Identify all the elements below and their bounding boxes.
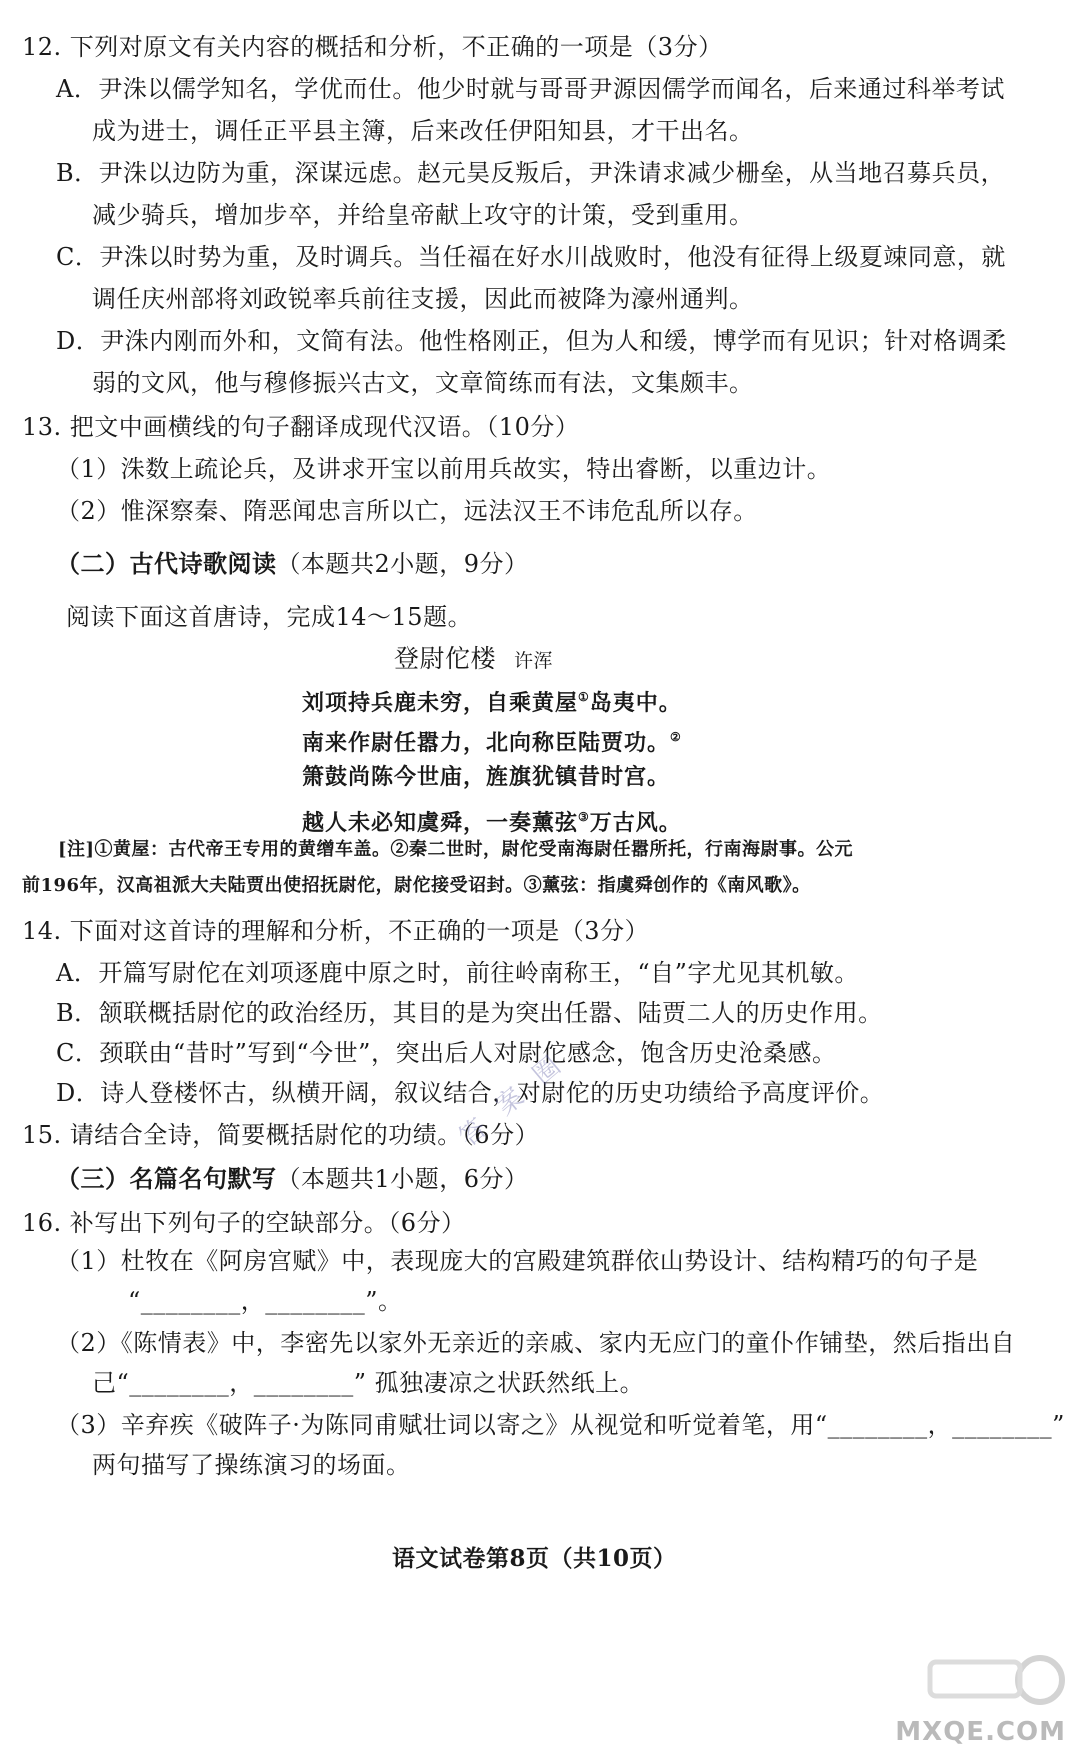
q12-option-b: B．尹洙以边防为重，深谋远虑。赵元昊反叛后，尹洙请求减少栅垒，从当地召募兵员， [56, 159, 1006, 187]
section-3-heading [56, 1162, 529, 1196]
section-2-intro: 阅读下面这首唐诗，完成14～15题。 [66, 603, 473, 631]
footnote-marker-1: ① [578, 690, 590, 704]
site-logo-text: MXQE.COM [895, 1717, 1066, 1747]
q16-part-1: （1）杜牧在《阿房宫赋》中，表现庞大的宫殿建筑群依山势设计、结构精巧的句子是 [56, 1247, 979, 1275]
q12-option-d: D．尹洙内刚而外和，文简有法。他性格刚正，但为人和缓，博学而有见识；针对格调柔 [56, 327, 1007, 355]
poem-heading [394, 642, 553, 678]
q12-option-b-cont: 减少骑兵，增加步卒，并给皇帝献上攻守的计策，受到重用。 [92, 201, 754, 229]
footnote-marker-3: ③ [578, 810, 590, 824]
q14-stem: 14. 下面对这首诗的理解和分析，不正确的一项是（3分） [22, 917, 650, 945]
q13-sentence-2: （2）惟深察秦、隋恶闻忠言所以亡，远法汉王不讳危乱所以存。 [56, 497, 758, 525]
poem-line-1-text: 刘项持兵鹿未穷，自乘黄屋 [302, 690, 579, 716]
poem-title: 登尉佗楼 [394, 644, 497, 673]
poem-author: 许浑 [514, 650, 554, 672]
poem-note-line-2: 前196年，汉高祖派大夫陆贾出使招抚尉佗，尉佗接受诏封。③薰弦：指虞舜创作的《南风歌》。 [22, 875, 811, 896]
poem-line-3: 箫鼓尚陈今世庙，旌旗犹镇昔时宫。 [302, 764, 671, 790]
poem-line-4 [302, 800, 682, 840]
q14-option-b: B．颔联概括尉佗的政治经历，其目的是为突出任嚣、陆贾二人的历史作用。 [56, 999, 883, 1027]
section-2-heading [56, 547, 529, 581]
section-3-scoring: （本题共1小题，6分） [276, 1165, 529, 1193]
q16-part-1-blanks: “________，________”。 [128, 1287, 403, 1315]
poem-line-2-text: 南来作尉任嚣力，北向称臣陆贾功。 [302, 730, 671, 756]
poem-line-1-text-end: 岛夷中。 [589, 690, 682, 716]
q14-option-d: D．诗人登楼怀古，纵横开阔，叙议结合，对尉佗的历史功绩给予高度评价。 [56, 1079, 885, 1107]
q16-part-3: （3）辛弃疾《破阵子·为陈同甫赋壮词以寄之》从视觉和听觉着笔，用“________，________” [56, 1411, 1065, 1439]
q12-stem: 12. 下列对原文有关内容的概括和分析，不正确的一项是（3分） [22, 33, 723, 61]
q12-option-a: A．尹洙以儒学知名，学优而仕。他少时就与哥哥尹源因儒学而闻名，后来通过科举考试 [56, 75, 1005, 103]
diagonal-watermark: 答案圈 [453, 1037, 584, 1153]
poem-line-1 [302, 680, 682, 720]
footnote-marker-2: ② [670, 730, 682, 744]
q14-option-a: A．开篇写尉佗在刘项逐鹿中原之时，前往岭南称王，“自”字尤见其机敏。 [56, 959, 859, 987]
poem-line-4-text-end: 万古风。 [589, 810, 682, 836]
q16-stem: 16. 补写出下列句子的空缺部分。（6分） [22, 1209, 466, 1237]
section-2-scoring: （本题共2小题，9分） [276, 550, 529, 578]
q16-part-2-cont: 己“________，________” 孤独凄凉之状跃然纸上。 [92, 1369, 645, 1397]
q13-sentence-1: （1）洙数上疏论兵，及讲求开宝以前用兵故实，特出睿断，以重边计。 [56, 455, 832, 483]
poem-line-4-text: 越人未必知虞舜，一奏薰弦 [302, 810, 579, 836]
q16-part-3-cont: 两句描写了操练演习的场面。 [92, 1451, 411, 1479]
q12-option-a-cont: 成为进士，调任正平县主簿，后来改任伊阳知县，才干出名。 [92, 117, 754, 145]
q12-option-c: C．尹洙以时势为重，及时调兵。当任福在好水川战败时，他没有征得上级夏竦同意，就 [56, 243, 1006, 271]
page-footer: 语文试卷第8页（共10页） [392, 1545, 677, 1572]
q12-option-c-cont: 调任庆州部将刘政锐率兵前往支援，因此而被降为濠州通判。 [92, 285, 754, 313]
section-2-title: （二）古代诗歌阅读 [56, 549, 277, 578]
poem-note-line-1: [注]①黄屋：古代帝王专用的黄缯车盖。②秦二世时，尉佗受南海尉任嚣所托，行南海尉事。公元 [58, 839, 854, 860]
q12-option-d-cont: 弱的文风，他与穆修振兴古文，文章简练而有法，文集颇丰。 [92, 369, 754, 397]
q16-part-2: （2）《陈情表》中，李密先以家外无亲近的亲戚、家内无应门的童仆作铺垫，然后指出自 [56, 1329, 1016, 1357]
q14-option-c: C．颈联由“昔时”写到“今世”，突出后人对尉佗感念，饱含历史沧桑感。 [56, 1039, 837, 1067]
section-3-title: （三）名篇名句默写 [56, 1164, 277, 1193]
q13-stem: 13. 把文中画横线的句子翻译成现代汉语。（10分） [22, 413, 580, 441]
poem-line-2 [302, 720, 682, 760]
q15-stem: 15. 请结合全诗，简要概括尉佗的功绩。（6分） [22, 1121, 540, 1149]
